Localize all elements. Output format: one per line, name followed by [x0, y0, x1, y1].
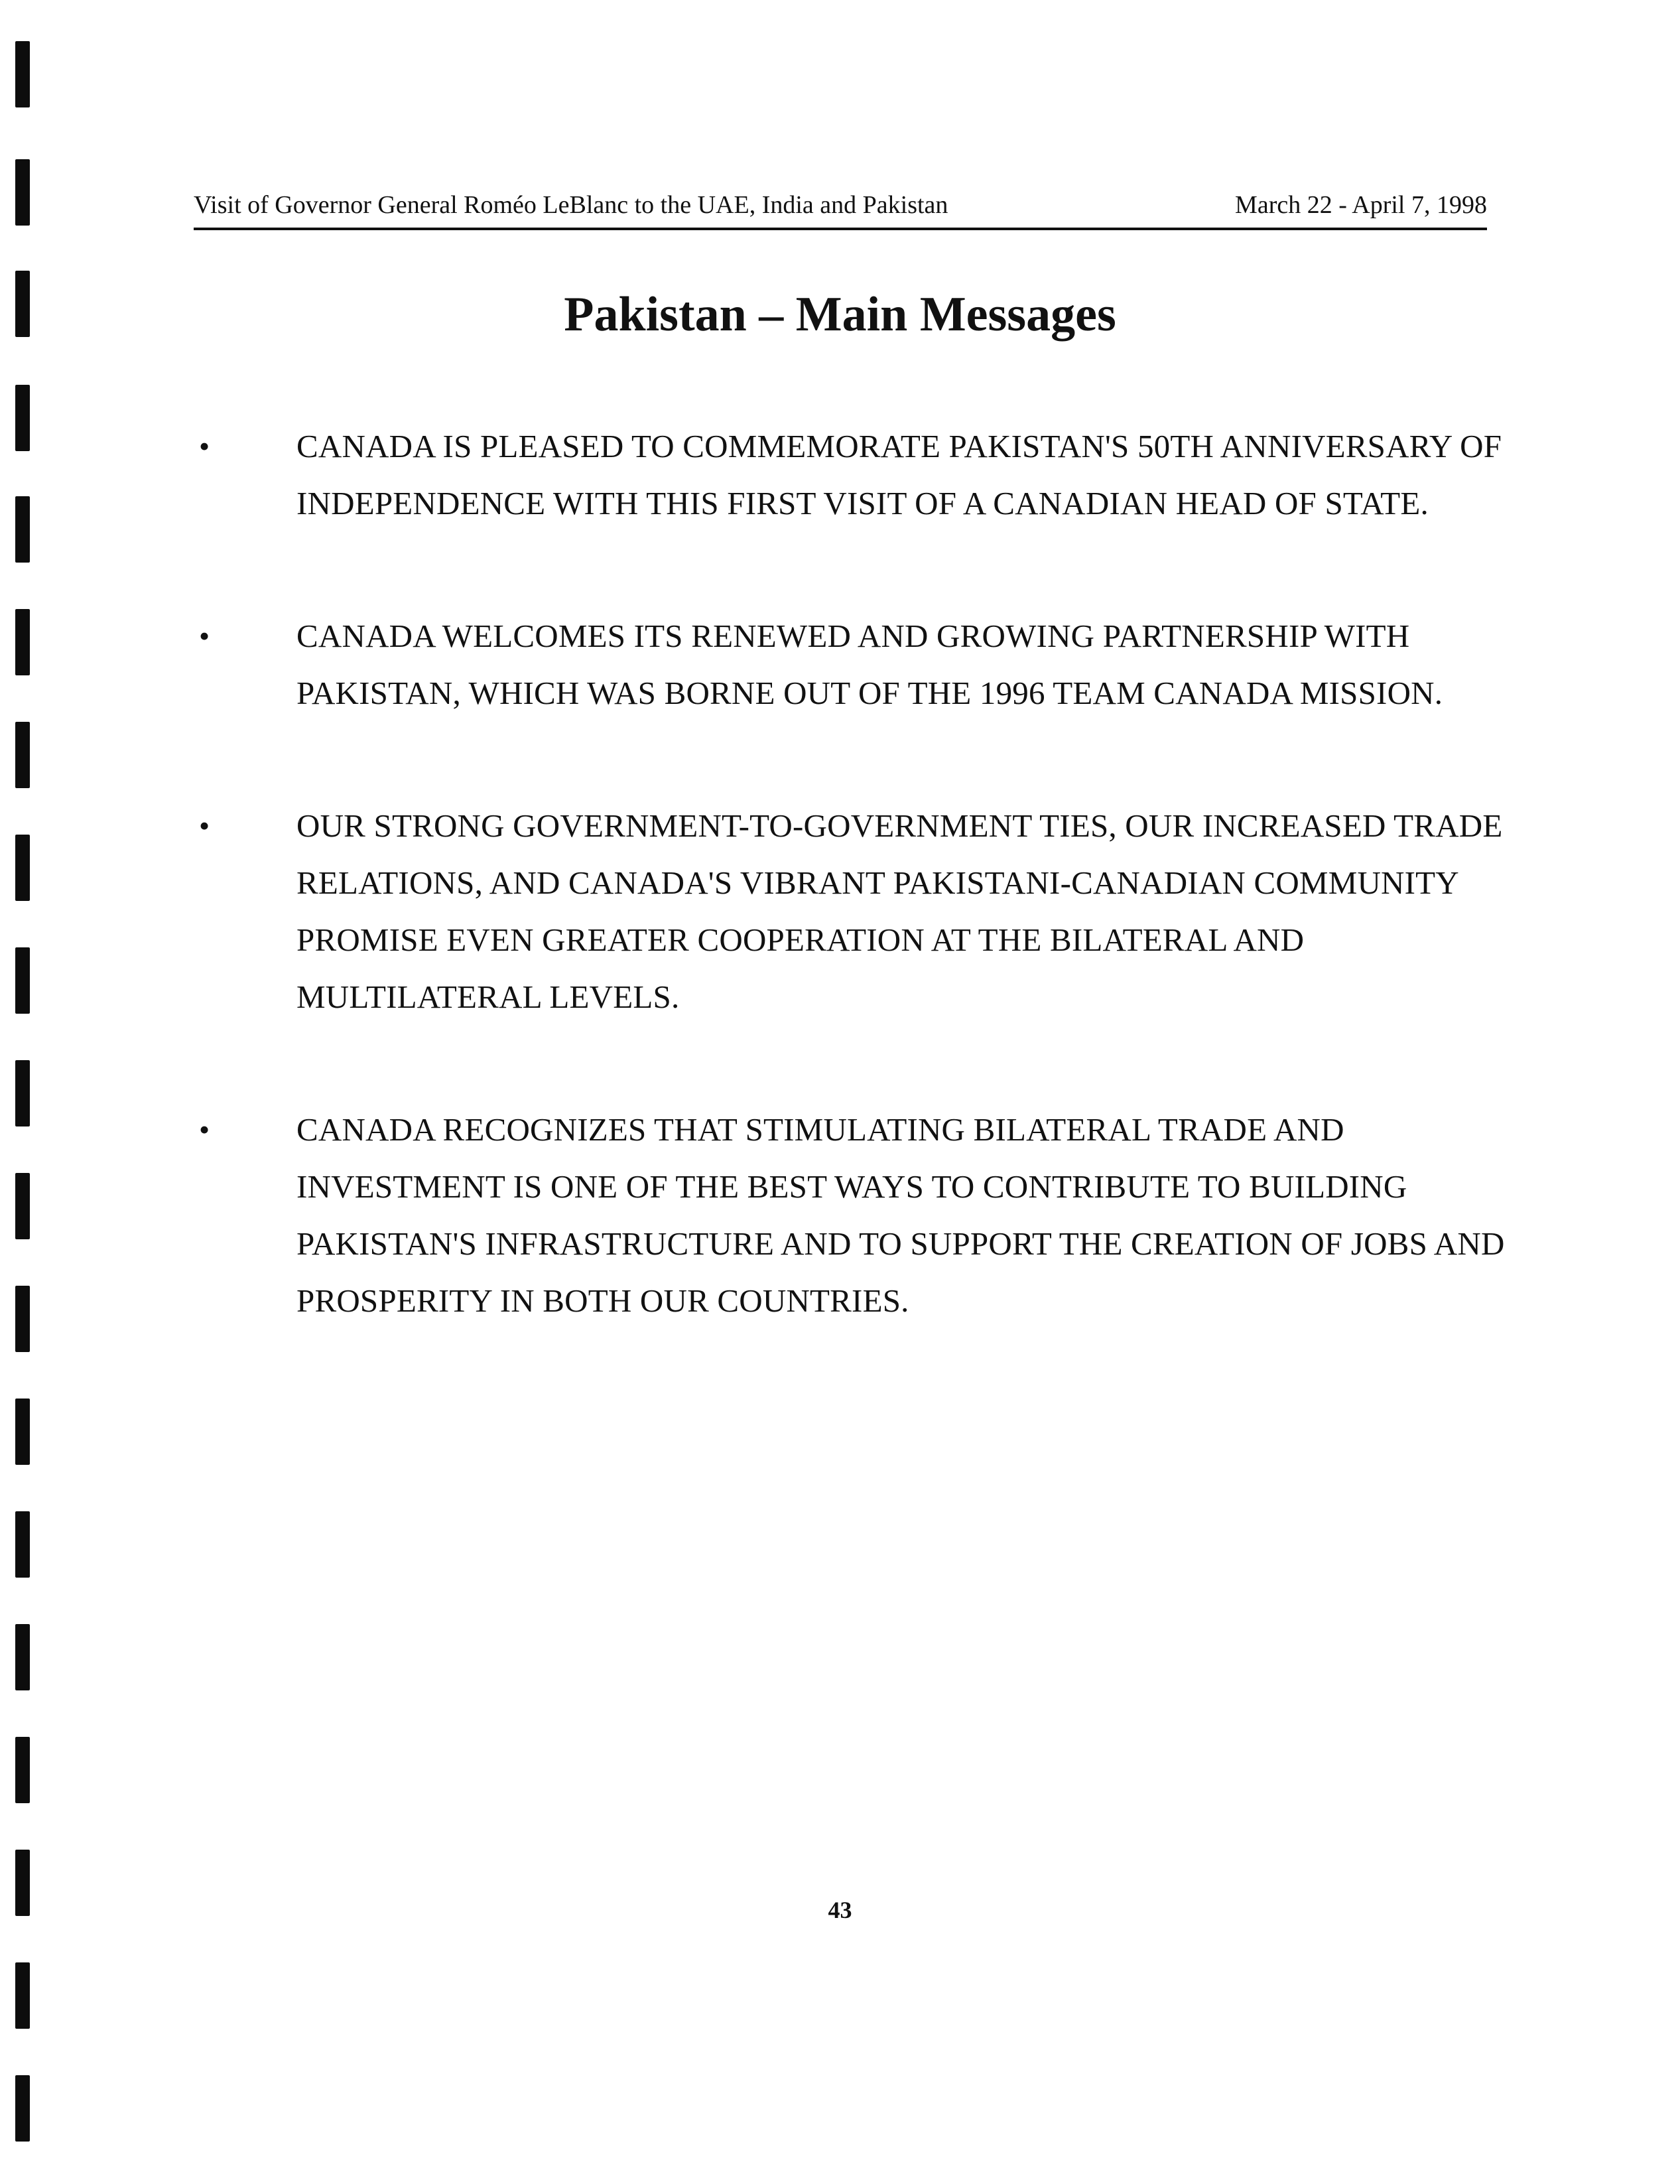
- message-text: OUR STRONG GOVERNMENT-TO-GOVERNMENT TIES, OUR INCREASED TRADE RELATIONS, AND CANADA'S VIBRANT PAKISTANI-CANADIAN COMMUNITY PROMISE EVEN GREATER COOPERATION AT THE BILATERAL AND MULTILATERAL LEVELS.: [296, 807, 1503, 1015]
- bullet-icon: •: [199, 809, 210, 843]
- bullet-icon: •: [199, 619, 210, 653]
- binding-mark: [15, 1962, 30, 2029]
- binding-mark: [15, 496, 30, 563]
- binding-mark: [15, 722, 30, 788]
- binding-mark: [15, 1737, 30, 1803]
- header-rule: [194, 228, 1487, 230]
- binding-mark: [15, 835, 30, 901]
- binding-mark: [15, 1624, 30, 1690]
- binding-mark: [15, 159, 30, 226]
- list-item: [194, 797, 1507, 1026]
- list-item: [194, 608, 1507, 722]
- binding-mark: [15, 1511, 30, 1578]
- header-date-range: March 22 - April 7, 1998: [1235, 191, 1487, 219]
- binding-mark: [15, 609, 30, 675]
- page-number: 43: [828, 1897, 852, 1923]
- binding-mark: [15, 1173, 30, 1239]
- bullet-icon: •: [199, 429, 210, 463]
- header-document-title: Visit of Governor General Roméo LeBlanc to the UAE, India and Pakistan: [194, 191, 948, 219]
- bullet-icon: •: [199, 1113, 210, 1146]
- message-text: CANADA RECOGNIZES THAT STIMULATING BILATERAL TRADE AND INVESTMENT IS ONE OF THE BEST WAYS TO CONTRIBUTE TO BUILDING PAKISTAN'S INFRASTRUCTURE AND TO SUPPORT THE CREATION OF JOBS AND PROSPERITY IN BOTH OUR COUNTRIES.: [296, 1111, 1505, 1319]
- binding-mark: [15, 2075, 30, 2142]
- binding-mark: [15, 1060, 30, 1126]
- message-text: CANADA WELCOMES ITS RENEWED AND GROWING PARTNERSHIP WITH PAKISTAN, WHICH WAS BORNE OUT OF THE 1996 TEAM CANADA MISSION.: [296, 618, 1443, 711]
- binding-mark: [15, 41, 30, 107]
- main-messages-list: [194, 418, 1507, 1405]
- list-item: [194, 418, 1507, 532]
- binding-mark: [15, 947, 30, 1014]
- list-item: [194, 1101, 1507, 1330]
- binding-mark: [15, 1399, 30, 1465]
- binding-mark: [15, 385, 30, 451]
- page-title: Pakistan – Main Messages: [564, 287, 1116, 342]
- running-header: [194, 188, 1487, 221]
- message-text: CANADA IS PLEASED TO COMMEMORATE PAKISTAN'S 50TH ANNIVERSARY OF INDEPENDENCE WITH THIS FIRST VISIT OF A CANADIAN HEAD OF STATE.: [296, 428, 1502, 521]
- binding-mark: [15, 1286, 30, 1352]
